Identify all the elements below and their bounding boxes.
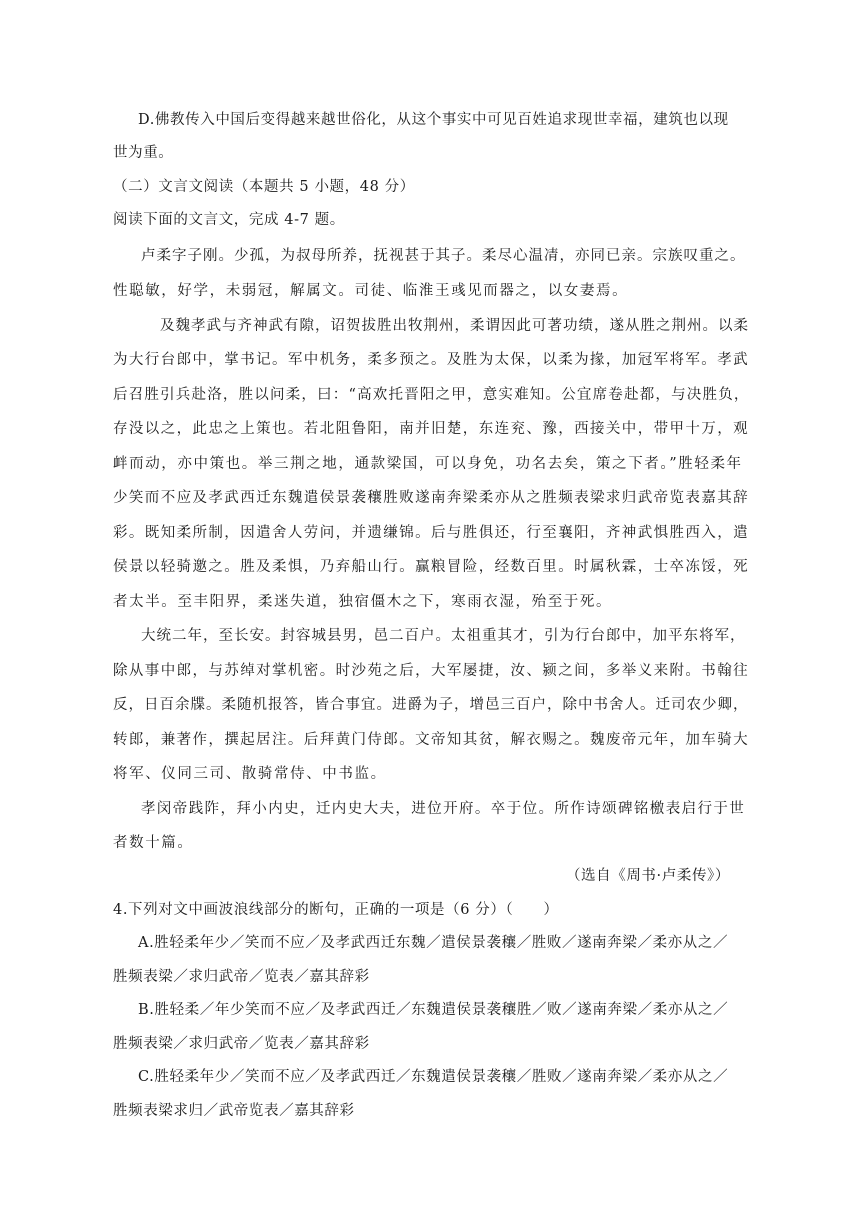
option-b-line-1: B.胜轻柔／年少笑而不应／及孝武西迁／东魏遣侯景袭穰胜／败／遂南奔梁／柔亦从之／	[138, 1002, 729, 1018]
passage-p2-line-4: 存没以之，此忠之上策也。若北阻鲁阳，南并旧楚，东连兖、豫，西接关中，带甲十万，观	[113, 421, 749, 437]
section-heading: （二）文言文阅读（本题共 5 小题，48 分）	[113, 179, 415, 195]
passage-p1-line-1: 卢柔字子刚。少孤，为叔母所养，抚视甚于其子。柔尽心温凊，亦同已亲。宗族叹重之。	[141, 248, 746, 264]
passage-p2-line-8: 侯景以轻骑邀之。胜及柔惧，乃弃船山行。赢粮冒险，经数百里。时属秋霖，士卒冻馁，死	[113, 559, 749, 575]
passage-p2-line-5: 衅而动，亦中策也。举三荆之地，通款梁国，可以身免，功名去矣，策之下者。”胜轻柔年	[113, 456, 743, 472]
passage-p3-line-4: 转郎，兼著作，撰起居注。后拜黄门侍郎。文帝知其贫，解衣赐之。魏废帝元年，加车骑大	[113, 732, 749, 748]
passage-p2-line-6-unpunctuated: 少笑而不应及孝武西迁东魏遣侯景袭穰胜败遂南奔梁柔亦从之胜频表梁求归武帝览表嘉其辞	[113, 490, 749, 506]
passage-p3-line-1: 大统二年，至长安。封容城县男，邑二百户。太祖重其才，引为行台郎中，加平东将军，	[141, 628, 746, 644]
reading-instruction: 阅读下面的文言文，完成 4-7 题。	[113, 212, 345, 228]
option-c-line-2: 胜频表梁求归／武帝览表／嘉其辞彩	[113, 1103, 355, 1119]
option-d-line-1: D.佛教传入中国后变得越来越世俗化，从这个事实中可见百姓追求现世幸福，建筑也以现	[138, 112, 729, 128]
source-citation: （选自《周书·卢柔传》）	[565, 868, 730, 884]
passage-p2-line-9: 者太半。至丰阳界，柔迷失道，独宿僵木之下，寒雨衣湿，殆至于死。	[113, 594, 613, 610]
passage-p4-line-2: 者数十篇。	[113, 835, 194, 851]
option-a-line-2: 胜频表梁／求归武帝／览表／嘉其辞彩	[113, 969, 370, 985]
passage-p2-line-2: 为大行台郎中，掌书记。军中机务，柔多预之。及胜为太保，以柔为掾，加冠军将军。孝武	[113, 352, 749, 368]
passage-p2-line-1: 及魏孝武与齐神武有隙，诏贺拔胜出牧荆州，柔谓因此可著功绩，遂从胜之荆州。以柔	[160, 318, 749, 334]
passage-p3-line-5: 将军、仪同三司、散骑常侍、中书监。	[113, 766, 387, 782]
option-c-line-1: C.胜轻柔年少／笑而不应／及孝武西迁／东魏遣侯景袭穰／胜败／遂南奔梁／柔亦从之／	[138, 1069, 729, 1085]
option-d-line-2: 世为重。	[113, 145, 174, 161]
passage-p4-line-1: 孝闵帝践阼，拜小内史，迁内史大夫，进位开府。卒于位。所作诗颂碑铭檄表启行于世	[141, 801, 746, 817]
passage-p3-line-3: 反，日百余牒。柔随机报答，皆合事宜。进爵为子，增邑三百户，除中书舍人。迁司农少卿，	[113, 697, 749, 713]
passage-p2-line-7: 彩。既知柔所制，因遣舍人劳问，并遗缣锦。后与胜俱还，行至襄阳，齐神武惧胜西入，遣	[113, 525, 749, 541]
passage-p2-line-3: 后召胜引兵赴洛，胜以问柔，曰：“高欢托晋阳之甲，意实难知。公宜席卷赴都，与决胜负，	[113, 387, 750, 403]
question-4-stem: 4.下列对文中画波浪线部分的断句，正确的一项是（6 分）（ ）	[113, 902, 559, 918]
passage-p1-line-2: 性聪敏，好学，未弱冠，解属文。司徒、临淮王彧见而器之，以女妻焉。	[113, 283, 629, 299]
passage-p3-line-2: 除从事中郎，与苏绰对掌机密。时沙苑之后，大军屡捷，汝、颍之间，多举义来附。书翰往	[113, 663, 749, 679]
option-a-line-1: A.胜轻柔年少／笑而不应／及孝武西迁东魏／遣侯景袭穰／胜败／遂南奔梁／柔亦从之／	[138, 935, 729, 951]
option-b-line-2: 胜频表梁／求归武帝／览表／嘉其辞彩	[113, 1036, 370, 1052]
